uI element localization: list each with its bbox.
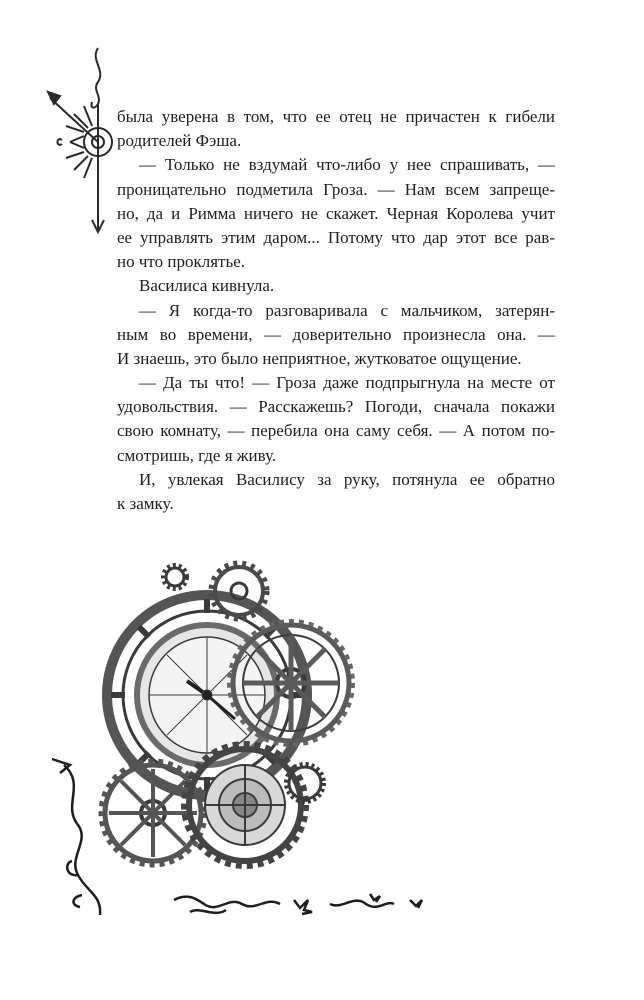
- text-line: И, увлекая Василису за руку, потянула ее обратно: [139, 469, 555, 489]
- text-line: проницательно подметила Гроза. — Нам всем запреще-: [117, 179, 555, 199]
- text-line: ее управлять этим даром... Потому что дар этот все рав-: [117, 227, 555, 247]
- text-line: — Только не вздумай что-либо у нее спрашивать, —: [139, 155, 555, 175]
- text-line: свою комнату, — перебила она саму себя. — А потом по-: [117, 421, 555, 441]
- scroll-ornament-icon: [42, 745, 112, 925]
- text-line: была уверена в том, что ее отец не причастен к гибели: [117, 107, 555, 126]
- text-line: — Я когда-то разговаривала с мальчиком, затерян-: [139, 300, 555, 320]
- clockwork-gears-illustration: [95, 555, 375, 875]
- text-line: удовольствия. — Расскажешь? Погоди, сначала покажи: [117, 397, 555, 417]
- compass-ornament-icon: [40, 40, 120, 240]
- text-line: но, да и Римма ничего не скажет. Черная Королева учит: [117, 203, 555, 223]
- text-line: И знаешь, это было неприятное, жутковатое ощущение.: [117, 348, 522, 368]
- text-line: ным во времени, — доверительно произнесла она. —: [117, 324, 555, 344]
- flourish-ornament-icon: [170, 890, 430, 930]
- text-line: родителей Фэша.: [117, 131, 242, 151]
- text-line: — Да ты что! — Гроза даже подпрыгнула на месте от: [139, 373, 555, 393]
- text-line: смотришь, где я живу.: [117, 445, 277, 465]
- text-line: к замку.: [117, 494, 174, 513]
- body-text: [117, 105, 555, 516]
- text-line: Василиса кивнула.: [139, 276, 275, 296]
- text-line: но что проклятье.: [117, 252, 245, 272]
